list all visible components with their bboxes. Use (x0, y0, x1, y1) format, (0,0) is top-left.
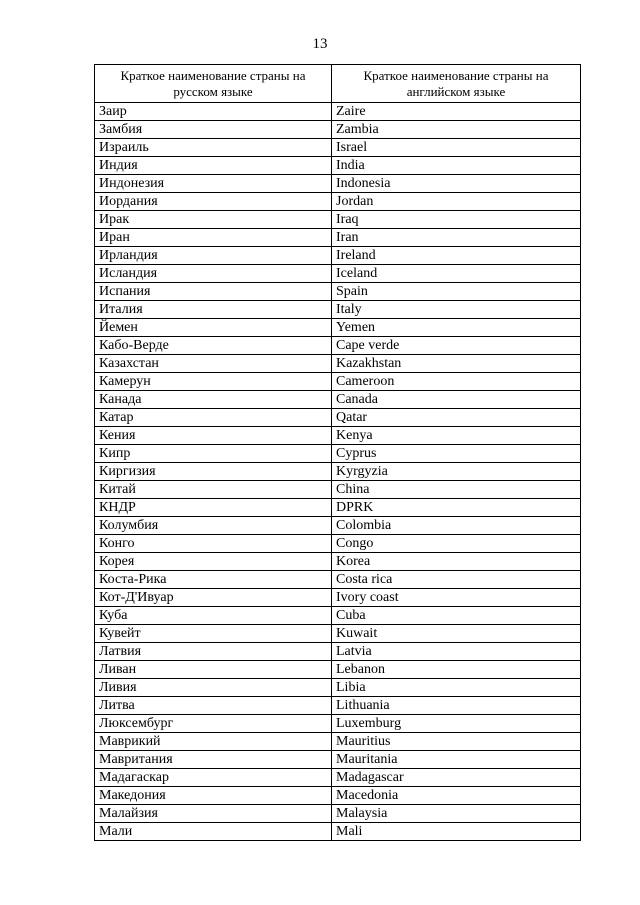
english-name-cell: Kuwait (332, 625, 581, 643)
russian-name-cell: Кабо-Верде (95, 337, 332, 355)
table-row (95, 517, 581, 535)
russian-name-cell: Ливия (95, 679, 332, 697)
table-row (95, 373, 581, 391)
russian-name-cell: Маврикий (95, 733, 332, 751)
russian-name-cell: Малайзия (95, 805, 332, 823)
country-names-table (94, 64, 581, 841)
russian-name-cell: Ирак (95, 211, 332, 229)
english-name-cell: Italy (332, 301, 581, 319)
english-name-cell: Ivory coast (332, 589, 581, 607)
table-row (95, 445, 581, 463)
english-name-cell: Kyrgyzia (332, 463, 581, 481)
table-row (95, 607, 581, 625)
english-name-cell: Canada (332, 391, 581, 409)
table-header (95, 65, 581, 103)
russian-name-cell: Индонезия (95, 175, 332, 193)
russian-name-cell: Киргизия (95, 463, 332, 481)
header-row (95, 65, 581, 103)
table-row (95, 751, 581, 769)
page-number: 13 (312, 36, 328, 52)
english-name-cell: Mauritius (332, 733, 581, 751)
table-row (95, 355, 581, 373)
english-name-cell: Malaysia (332, 805, 581, 823)
table-row (95, 193, 581, 211)
table-row (95, 247, 581, 265)
table-row (95, 805, 581, 823)
table-row (95, 211, 581, 229)
table-row (95, 715, 581, 733)
table-row (95, 103, 581, 121)
table-row (95, 679, 581, 697)
english-name-cell: India (332, 157, 581, 175)
russian-name-cell: Мали (95, 823, 332, 841)
table-body (95, 103, 581, 841)
russian-name-cell: Кувейт (95, 625, 332, 643)
table-row (95, 589, 581, 607)
russian-name-cell: Куба (95, 607, 332, 625)
english-name-cell: Colombia (332, 517, 581, 535)
english-name-cell: Cameroon (332, 373, 581, 391)
russian-name-cell: Литва (95, 697, 332, 715)
english-name-cell: Iraq (332, 211, 581, 229)
english-name-cell: Yemen (332, 319, 581, 337)
table-row (95, 139, 581, 157)
russian-name-cell: Йемен (95, 319, 332, 337)
russian-name-cell: Замбия (95, 121, 332, 139)
english-name-cell: Kenya (332, 427, 581, 445)
russian-name-cell: КНДР (95, 499, 332, 517)
table-row (95, 157, 581, 175)
russian-name-cell: Исландия (95, 265, 332, 283)
table-row (95, 697, 581, 715)
english-name-cell: Cuba (332, 607, 581, 625)
english-name-cell: Macedonia (332, 787, 581, 805)
russian-name-cell: Канада (95, 391, 332, 409)
english-name-cell: Luxemburg (332, 715, 581, 733)
table-row (95, 391, 581, 409)
english-name-cell: Mauritania (332, 751, 581, 769)
table-row (95, 643, 581, 661)
english-name-cell: China (332, 481, 581, 499)
table-row (95, 787, 581, 805)
english-name-cell: Indonesia (332, 175, 581, 193)
table-row (95, 175, 581, 193)
russian-name-cell: Казахстан (95, 355, 332, 373)
table-row (95, 463, 581, 481)
table-row (95, 121, 581, 139)
english-name-cell: Ireland (332, 247, 581, 265)
english-name-cell: Lithuania (332, 697, 581, 715)
russian-name-cell: Ливан (95, 661, 332, 679)
russian-name-cell: Ирландия (95, 247, 332, 265)
table-row (95, 535, 581, 553)
russian-name-cell: Мавритания (95, 751, 332, 769)
english-name-cell: Jordan (332, 193, 581, 211)
table-row (95, 337, 581, 355)
english-name-cell: Israel (332, 139, 581, 157)
table-row (95, 571, 581, 589)
english-name-cell: Mali (332, 823, 581, 841)
table-row (95, 733, 581, 751)
header-english-name: Краткое наименование страны на английском языке (332, 65, 581, 103)
russian-name-cell: Кения (95, 427, 332, 445)
table-row (95, 319, 581, 337)
russian-name-cell: Коста-Рика (95, 571, 332, 589)
english-name-cell: DPRK (332, 499, 581, 517)
table-row (95, 823, 581, 841)
russian-name-cell: Иордания (95, 193, 332, 211)
table-row (95, 553, 581, 571)
english-name-cell: Spain (332, 283, 581, 301)
russian-name-cell: Израиль (95, 139, 332, 157)
table-row (95, 481, 581, 499)
russian-name-cell: Италия (95, 301, 332, 319)
russian-name-cell: Кот-Д'Ивуар (95, 589, 332, 607)
english-name-cell: Korea (332, 553, 581, 571)
english-name-cell: Madagascar (332, 769, 581, 787)
english-name-cell: Latvia (332, 643, 581, 661)
english-name-cell: Lebanon (332, 661, 581, 679)
russian-name-cell: Иран (95, 229, 332, 247)
english-name-cell: Cyprus (332, 445, 581, 463)
english-name-cell: Qatar (332, 409, 581, 427)
table-row (95, 625, 581, 643)
russian-name-cell: Латвия (95, 643, 332, 661)
table-row (95, 499, 581, 517)
russian-name-cell: Камерун (95, 373, 332, 391)
russian-name-cell: Индия (95, 157, 332, 175)
russian-name-cell: Мадагаскар (95, 769, 332, 787)
table-row (95, 427, 581, 445)
russian-name-cell: Катар (95, 409, 332, 427)
english-name-cell: Libia (332, 679, 581, 697)
russian-name-cell: Корея (95, 553, 332, 571)
english-name-cell: Cape verde (332, 337, 581, 355)
russian-name-cell: Китай (95, 481, 332, 499)
table-row (95, 409, 581, 427)
russian-name-cell: Колумбия (95, 517, 332, 535)
english-name-cell: Iran (332, 229, 581, 247)
english-name-cell: Kazakhstan (332, 355, 581, 373)
english-name-cell: Congo (332, 535, 581, 553)
russian-name-cell: Кипр (95, 445, 332, 463)
russian-name-cell: Испания (95, 283, 332, 301)
table-row (95, 265, 581, 283)
english-name-cell: Zaire (332, 103, 581, 121)
russian-name-cell: Конго (95, 535, 332, 553)
russian-name-cell: Заир (95, 103, 332, 121)
russian-name-cell: Люксембург (95, 715, 332, 733)
table-row (95, 301, 581, 319)
table-row (95, 769, 581, 787)
russian-name-cell: Македония (95, 787, 332, 805)
english-name-cell: Iceland (332, 265, 581, 283)
table-row (95, 661, 581, 679)
english-name-cell: Costa rica (332, 571, 581, 589)
english-name-cell: Zambia (332, 121, 581, 139)
table-row (95, 229, 581, 247)
header-russian-name: Краткое наименование страны на русском языке (95, 65, 332, 103)
table-row (95, 283, 581, 301)
